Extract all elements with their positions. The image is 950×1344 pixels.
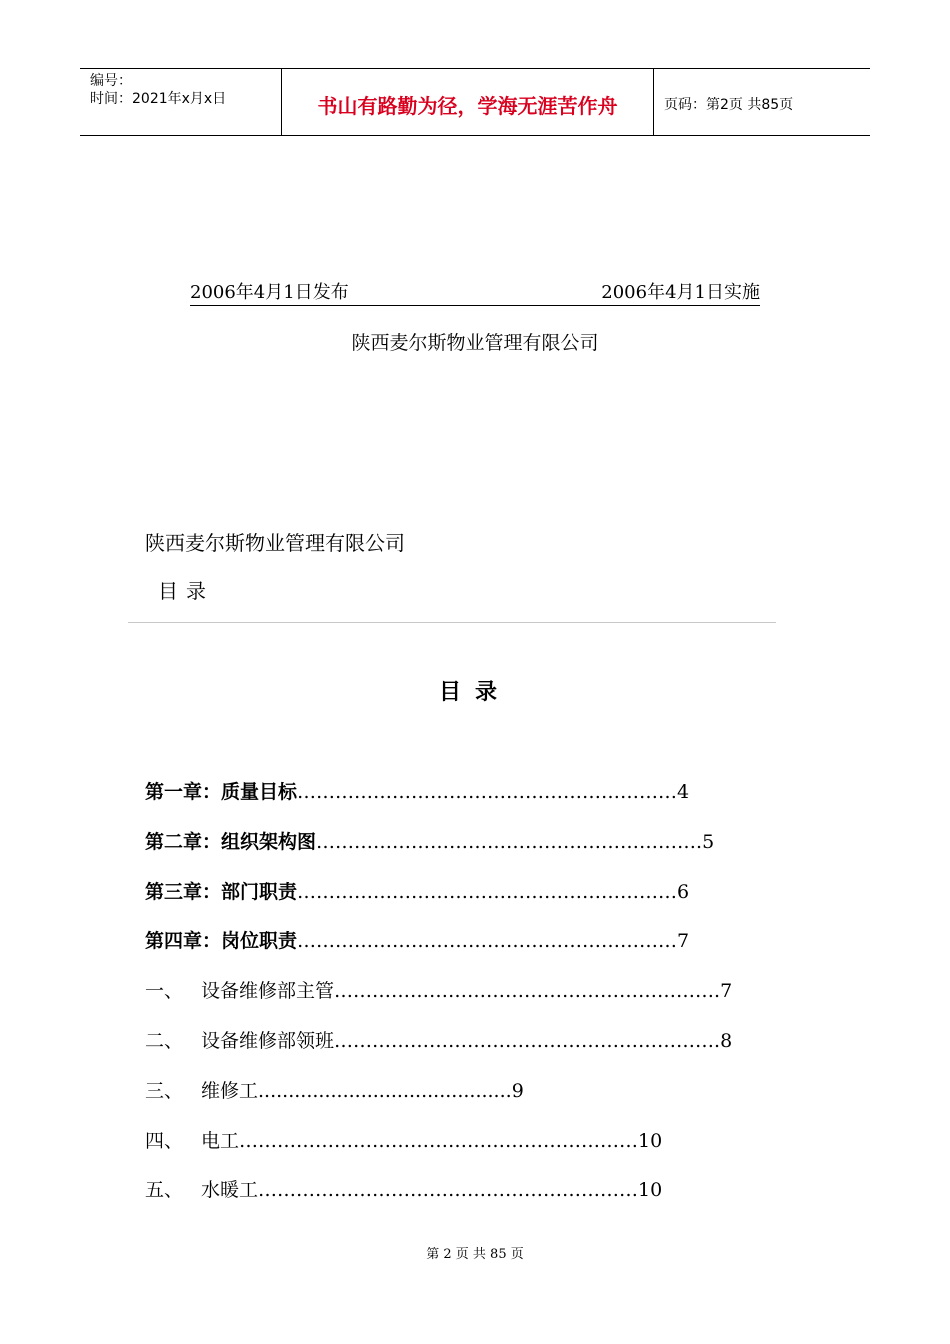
page-header bbox=[80, 68, 870, 136]
toc-entry[interactable] bbox=[145, 778, 689, 806]
toc-entry-page: 8 bbox=[720, 1030, 733, 1052]
toc-entry-label: 维修工 bbox=[201, 1079, 259, 1102]
toc-title: 目录 bbox=[438, 679, 511, 705]
toc-entry-label: 水暖工 bbox=[201, 1179, 259, 1202]
toc-entry-number: 四、 bbox=[145, 1129, 184, 1152]
toc-entry[interactable] bbox=[145, 1027, 732, 1055]
toc-entry[interactable] bbox=[145, 1077, 524, 1105]
toc-entry-page: 9 bbox=[511, 1079, 524, 1102]
toc-entry-label: 电工 bbox=[201, 1129, 240, 1152]
toc-entry-leader: ……………………………………………………. bbox=[334, 980, 721, 1003]
toc-entry[interactable] bbox=[145, 1176, 662, 1204]
header-meta bbox=[80, 69, 282, 135]
toc-entry-leader: …………………………………………………… bbox=[297, 930, 678, 953]
implement-date: 2006年4月1日实施 bbox=[601, 282, 760, 303]
toc-entry-label: 第二章：组织架构图 bbox=[145, 830, 317, 853]
company-title: 陕西麦尔斯物业管理有限公司 bbox=[351, 332, 599, 354]
toc-entry-number: 二、 bbox=[145, 1030, 184, 1052]
toc-entry-leader: …………………………………………………… bbox=[258, 1179, 639, 1202]
page-footer: 第 2 页 共 85 页 bbox=[426, 1247, 524, 1262]
toc-entry-page: 4 bbox=[677, 781, 690, 803]
toc-entry-number: 五、 bbox=[145, 1179, 184, 1202]
toc-entry[interactable] bbox=[145, 927, 689, 955]
publish-date: 2006年4月1日发布 bbox=[190, 282, 349, 303]
toc-entry-number: 三、 bbox=[145, 1079, 184, 1102]
toc-entry-leader: ……………………………………………………. bbox=[334, 1030, 721, 1052]
toc-entry[interactable] bbox=[145, 878, 689, 906]
toc-entry[interactable] bbox=[145, 828, 714, 856]
date-line bbox=[190, 281, 760, 306]
header-number: 编号： bbox=[90, 73, 132, 89]
header-motto: 书山有路勤为径，学海无涯苦作舟 bbox=[282, 69, 654, 135]
toc-entry-number: 一、 bbox=[145, 980, 184, 1003]
header-time: 时间：2021年x月x日 bbox=[90, 91, 227, 107]
divider bbox=[128, 622, 776, 623]
toc-entry-page: 10 bbox=[638, 1179, 663, 1202]
toc-entry[interactable] bbox=[145, 977, 732, 1005]
toc-small-title: 目录 bbox=[158, 579, 214, 603]
toc-entry-label: 第三章：部门职责 bbox=[145, 880, 298, 903]
toc-entry-leader: …………………………………………………… bbox=[297, 781, 678, 803]
toc-entry-page: 10 bbox=[638, 1129, 663, 1152]
toc-entry-leader: .......................................... bbox=[258, 1079, 512, 1102]
toc-entry-page: 5 bbox=[702, 830, 715, 853]
toc-entry-leader: ……………………………………………………… bbox=[239, 1129, 639, 1152]
toc-entry-label: 设备维修部领班 bbox=[201, 1030, 335, 1052]
toc-entry-page: 6 bbox=[677, 880, 690, 903]
header-page-number: 页码：第2页 共85页 bbox=[664, 97, 794, 113]
toc-entry[interactable] bbox=[145, 1127, 662, 1155]
toc-entry-page: 7 bbox=[677, 930, 690, 953]
toc-entry-label: 设备维修部主管 bbox=[201, 980, 335, 1003]
toc-entry-page: 7 bbox=[720, 980, 733, 1003]
toc-entry-leader: ……………………………………………………. bbox=[316, 830, 703, 853]
toc-entry-label: 第一章：质量目标 bbox=[145, 781, 298, 803]
toc-entry-leader: …………………………………………………… bbox=[297, 880, 678, 903]
toc-entry-label: 第四章：岗位职责 bbox=[145, 930, 298, 953]
company-name: 陕西麦尔斯物业管理有限公司 bbox=[145, 531, 405, 555]
